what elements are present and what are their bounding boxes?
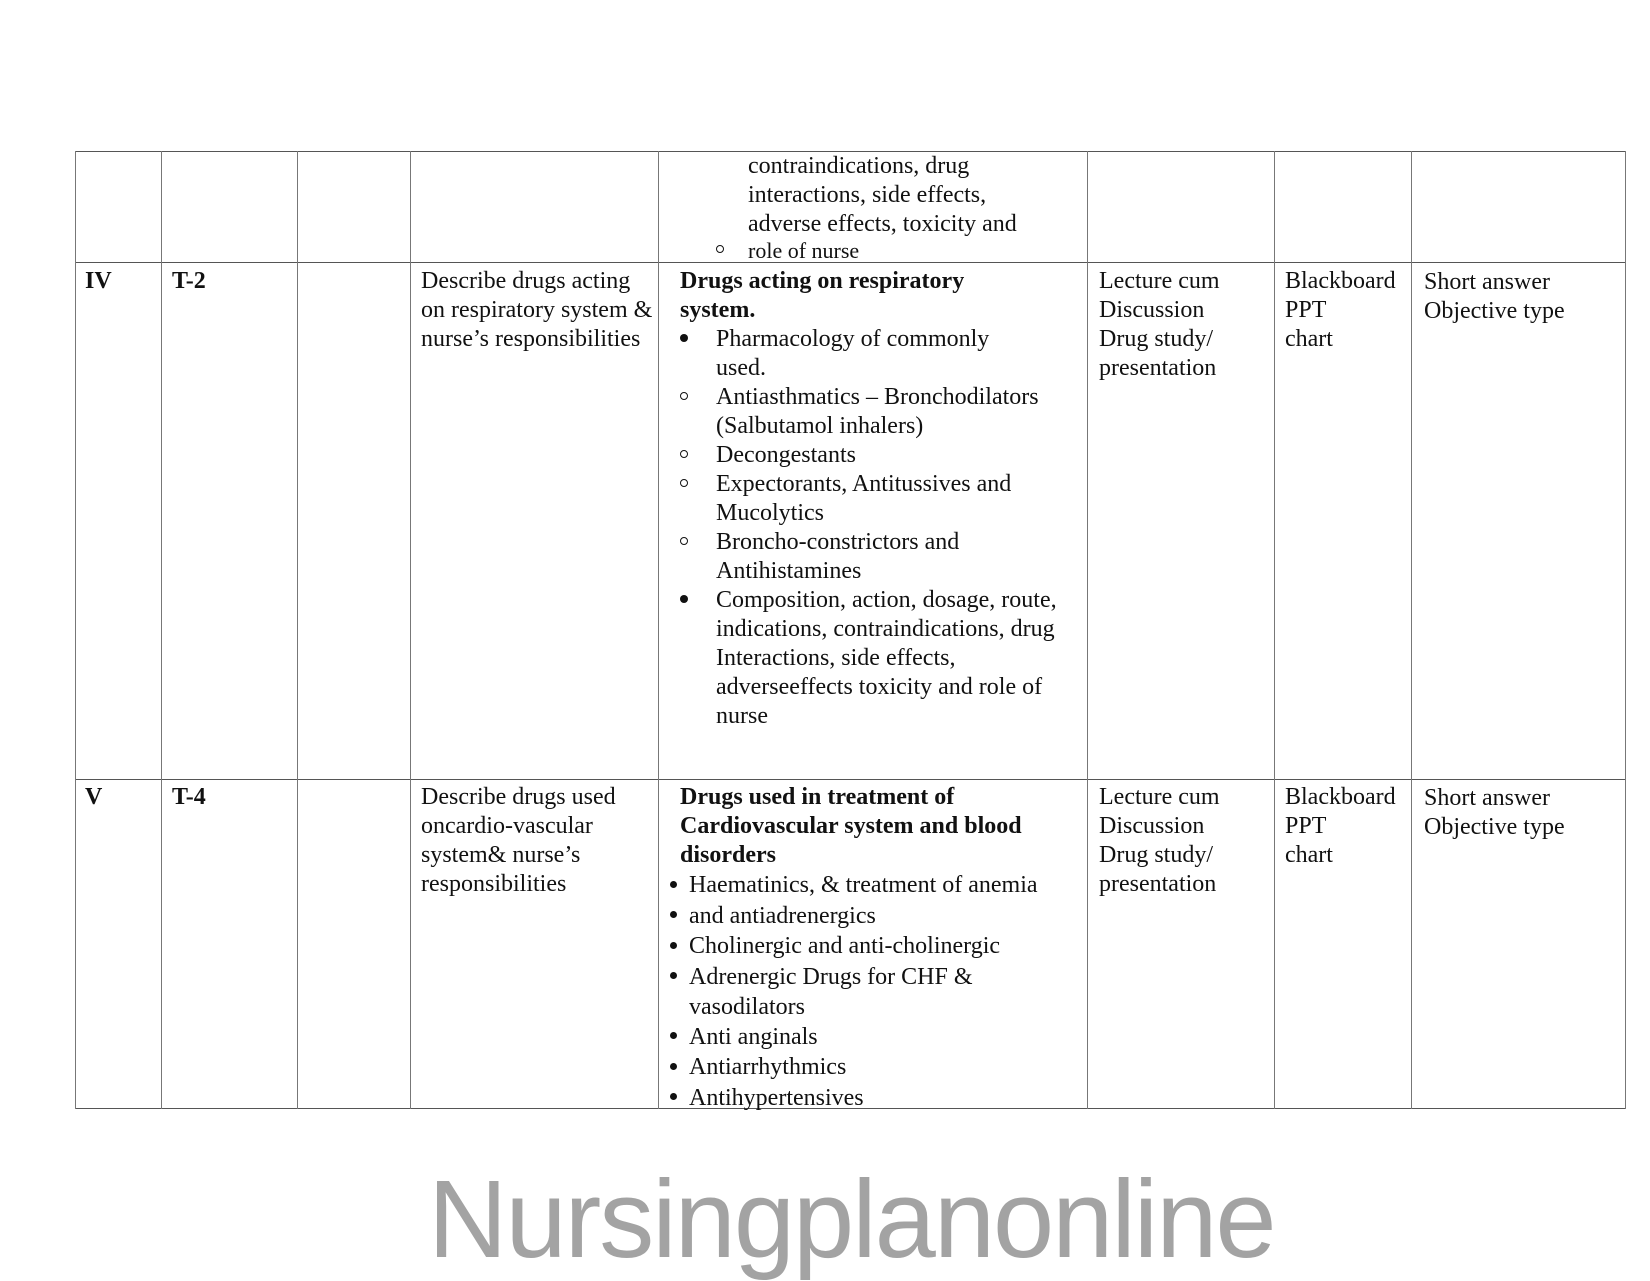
bullet-icon xyxy=(680,334,688,342)
method-line: Discussion xyxy=(1099,813,1205,839)
method-line: Drug study/ xyxy=(1099,842,1213,868)
evaluation-line: Short answer xyxy=(1424,269,1550,295)
circle-bullet-icon xyxy=(680,392,688,400)
method-line: Discussion xyxy=(1099,297,1205,323)
lesson-plan-table xyxy=(75,151,1626,1109)
content-item-text: Expectorants, Antitussives and Mucolytics xyxy=(716,471,1012,526)
circle-bullet-icon xyxy=(680,537,688,545)
content-item xyxy=(680,325,1026,383)
bullet-icon xyxy=(670,1032,677,1039)
column-divider xyxy=(297,151,298,1109)
content-item xyxy=(670,901,1089,932)
content-item xyxy=(670,1022,1089,1053)
av-aids xyxy=(1285,267,1396,354)
bullet-icon xyxy=(680,595,688,603)
aid-line: Blackboard xyxy=(1285,784,1396,810)
table-border-right xyxy=(1625,151,1626,1109)
aid-line: chart xyxy=(1285,326,1333,352)
continuation-line: adverse effects, toxicity and xyxy=(748,211,1017,237)
row-divider xyxy=(75,779,1626,780)
content-item-text: Anti anginals xyxy=(689,1023,818,1050)
content-item-text: Adrenergic Drugs for CHF & vasodilators xyxy=(689,963,973,1020)
content-item-text: Broncho-constrictors and Antihistamines xyxy=(716,529,960,584)
evaluation xyxy=(1424,268,1565,326)
bullet-icon xyxy=(670,911,677,918)
content-item-text: Pharmacology of commonly used. xyxy=(716,326,990,381)
learning-objective: Describe drugs acting on respiratory system & nurse’s responsibilities xyxy=(421,268,653,352)
content-item xyxy=(670,962,1009,1022)
watermark: Nursingplanonline xyxy=(428,1158,1275,1281)
av-aids xyxy=(1285,783,1396,870)
evaluation-line: Objective type xyxy=(1424,814,1565,840)
content-cell xyxy=(680,267,1080,731)
circle-bullet-icon xyxy=(680,479,688,487)
method-line: Drug study/ xyxy=(1099,326,1213,352)
method-line: presentation xyxy=(1099,355,1217,381)
time-allotted: T-4 xyxy=(172,784,206,810)
evaluation-line: Objective type xyxy=(1424,298,1565,324)
content-item xyxy=(670,1052,1089,1083)
aid-line: Blackboard xyxy=(1285,268,1396,294)
aid-line: PPT xyxy=(1285,813,1327,839)
content-item xyxy=(680,441,1056,470)
evaluation xyxy=(1424,784,1565,842)
method-line: presentation xyxy=(1099,871,1217,897)
content-title: Drugs used in treatment of Cardiovascular system and blood disorders xyxy=(680,784,1022,868)
method-line: Lecture cum xyxy=(1099,268,1220,294)
column-divider xyxy=(410,151,411,1109)
teaching-method xyxy=(1099,267,1220,383)
content-item xyxy=(670,1083,1089,1114)
bullet-icon xyxy=(670,972,677,979)
continuation-line: contraindications, drug xyxy=(748,153,970,179)
aid-line: chart xyxy=(1285,842,1333,868)
content-item-text: Antiarrhythmics xyxy=(689,1054,847,1080)
content-item-text: Antiasthmatics – Bronchodilators (Salbutamol inhalers) xyxy=(716,384,1039,439)
content-item xyxy=(680,470,1061,528)
evaluation-line: Short answer xyxy=(1424,785,1550,811)
content-title: Drugs acting on respiratory system. xyxy=(680,268,965,323)
column-divider xyxy=(1411,151,1412,1109)
content-item xyxy=(680,586,1061,731)
circle-bullet-icon xyxy=(716,245,724,253)
content-item-text: Composition, action, dosage, route, indications, contraindications, drug Interactions, side effects, adverseeffects toxicity and role of nurse xyxy=(716,587,1057,729)
bullet-icon xyxy=(670,881,677,888)
unit-number: V xyxy=(85,784,103,810)
content-cell xyxy=(670,783,1090,1113)
unit-number: IV xyxy=(85,268,112,294)
content-item-text: and antiadrenergics xyxy=(689,902,876,929)
content-item-text: Decongestants xyxy=(716,442,856,468)
continuation-last-item-text: role of nurse xyxy=(748,238,860,263)
content-item-text: Haematinics, & treatment of anemia xyxy=(689,872,1038,898)
content-item xyxy=(680,383,1046,441)
continuation-content xyxy=(748,152,1068,263)
aid-line: PPT xyxy=(1285,297,1327,323)
column-divider xyxy=(1274,151,1275,1109)
content-item xyxy=(680,528,1016,586)
circle-bullet-icon xyxy=(680,450,688,458)
content-item xyxy=(670,931,1089,962)
bullet-icon xyxy=(670,1063,677,1070)
continuation-last-item xyxy=(748,239,1068,263)
column-divider xyxy=(658,151,659,1109)
time-allotted: T-2 xyxy=(172,268,206,294)
bullet-icon xyxy=(670,1093,677,1100)
column-divider xyxy=(161,151,162,1109)
content-item-text: Cholinergic and anti-cholinergic xyxy=(689,933,1001,959)
content-item xyxy=(670,870,1089,901)
table-border-left xyxy=(75,151,76,1109)
content-item-text: Antihypertensives xyxy=(689,1084,864,1111)
method-line: Lecture cum xyxy=(1099,784,1220,810)
learning-objective: Describe drugs used oncardio-vascular system& nurse’s responsibilities xyxy=(421,784,616,897)
bullet-icon xyxy=(670,942,677,949)
continuation-line: interactions, side effects, xyxy=(748,182,987,208)
teaching-method xyxy=(1099,783,1220,899)
